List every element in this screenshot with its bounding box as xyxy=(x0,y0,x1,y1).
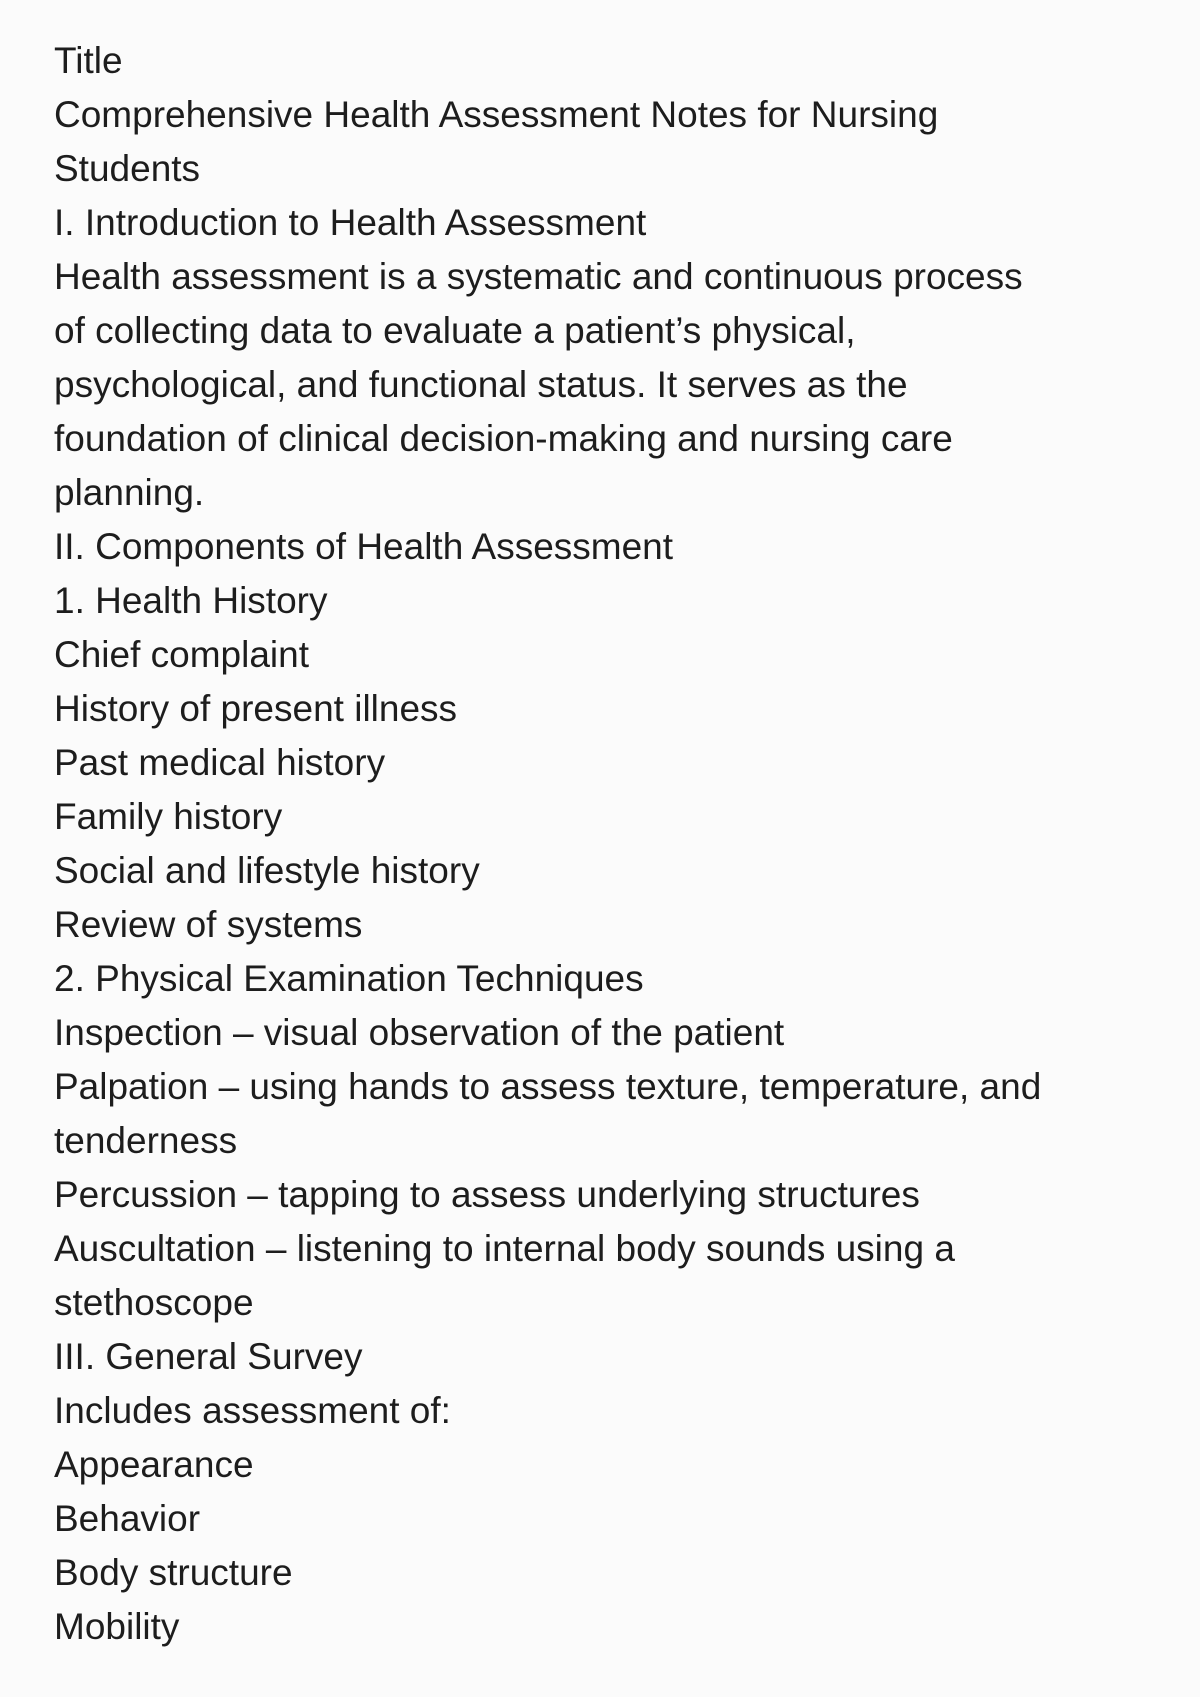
intro-paragraph-line-5: planning. xyxy=(54,472,205,513)
title-label: Title xyxy=(54,40,123,81)
section-heading-general-survey: III. General Survey xyxy=(54,1336,363,1377)
section-heading-components: II. Components of Health Assessment xyxy=(54,526,674,567)
technique-inspection: Inspection – visual observation of the patient xyxy=(54,1012,785,1053)
intro-paragraph-line-2: of collecting data to evaluate a patient’s physical, xyxy=(54,310,856,351)
subsection-heading-physical-exam: 2. Physical Examination Techniques xyxy=(54,958,644,999)
technique-auscultation-line-2: stethoscope xyxy=(54,1282,254,1323)
intro-paragraph-line-4: foundation of clinical decision-making and nursing care xyxy=(54,418,953,459)
technique-palpation-line-2: tenderness xyxy=(54,1120,238,1161)
document-title-line-2: Students xyxy=(54,148,201,189)
intro-paragraph-line-1: Health assessment is a systematic and continuous process xyxy=(54,256,1023,297)
history-item-chief-complaint: Chief complaint xyxy=(54,634,310,675)
history-item-social-lifestyle: Social and lifestyle history xyxy=(54,850,480,891)
document-title-line-1: Comprehensive Health Assessment Notes for Nursing xyxy=(54,94,939,135)
survey-item-behavior: Behavior xyxy=(54,1498,201,1539)
section-heading-introduction: I. Introduction to Health Assessment xyxy=(54,202,647,243)
survey-item-body-structure: Body structure xyxy=(54,1552,293,1593)
technique-percussion: Percussion – tapping to assess underlying structures xyxy=(54,1174,920,1215)
subsection-heading-health-history: 1. Health History xyxy=(54,580,328,621)
history-item-review-of-systems: Review of systems xyxy=(54,904,363,945)
survey-intro: Includes assessment of: xyxy=(54,1390,451,1431)
technique-auscultation-line-1: Auscultation – listening to internal body sounds using a xyxy=(54,1228,955,1269)
history-item-family: Family history xyxy=(54,796,283,837)
technique-palpation-line-1: Palpation – using hands to assess texture, temperature, and xyxy=(54,1066,1042,1107)
survey-item-appearance: Appearance xyxy=(54,1444,254,1485)
survey-item-mobility: Mobility xyxy=(54,1606,180,1647)
history-item-present-illness: History of present illness xyxy=(54,688,458,729)
history-item-past-medical: Past medical history xyxy=(54,742,386,783)
intro-paragraph-line-3: psychological, and functional status. It serves as the xyxy=(54,364,908,405)
